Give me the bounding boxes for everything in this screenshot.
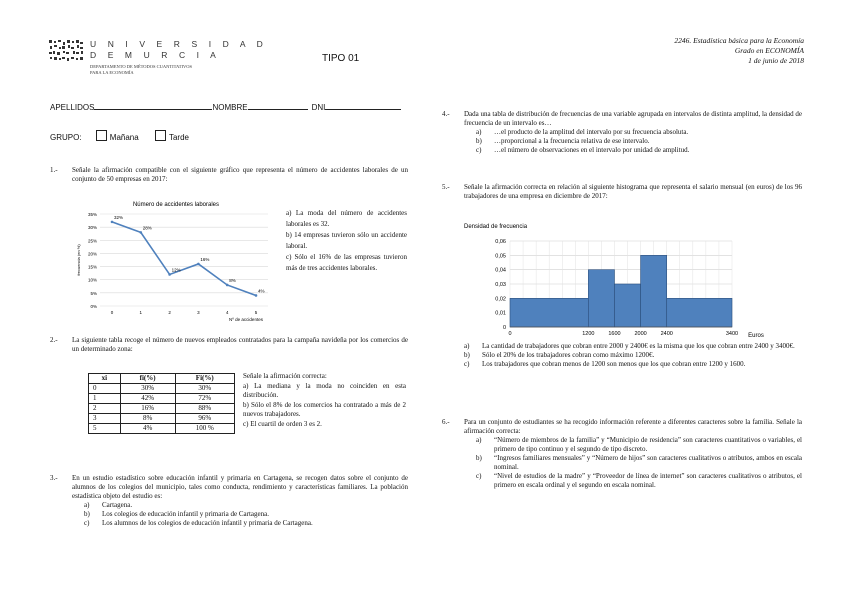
option-b[interactable] — [476, 454, 802, 472]
option-text: “Nivel de estudios de la madre” y “Proveedor de línea de internet” son caracteres cualitativos o atributos, el primero en escala ordinal y el segundo en escala nominal. — [494, 472, 802, 489]
question-text: En un estudio estadístico sobre educación infantil y primaria en Cartagena, se recogen datos sobre el conjunto de alumnos de los colegios del municipio, tales como conducta, rendimiento y características familiares. La población estadística objeto del estudio es: — [72, 474, 408, 500]
x-tick-label: 5 — [254, 310, 258, 315]
x-tick-label: 2000 — [634, 331, 647, 337]
option-a[interactable]: a) La mediana y la moda no coinciden en esta distribución. — [243, 381, 406, 399]
manana-label: Mañana — [109, 133, 139, 142]
data-label: 8% — [229, 277, 236, 283]
option-a[interactable] — [476, 436, 802, 454]
option-letter: b) — [84, 510, 90, 518]
student-form — [50, 103, 401, 112]
question-number: 4.- — [442, 110, 450, 118]
y-tick-label: 0% — [90, 304, 97, 309]
option-a[interactable] — [464, 342, 802, 351]
option-b[interactable]: b) Sólo el 8% de los comercios ha contratado a más de 2 nuevos trabajadores. — [243, 400, 406, 418]
table-cell: 2 — [89, 404, 121, 414]
option-letter: b) — [464, 351, 470, 359]
question-2 — [50, 336, 408, 354]
y-tick-label: 35% — [87, 212, 97, 217]
table-row — [89, 394, 235, 404]
data-point — [111, 221, 114, 224]
tarde-label: Tarde — [168, 133, 189, 142]
question-text: Señale la afirmación compatible con el siguiente gráfico que representa el número de accidentes laborales de un conjunto de 50 empresas en 2017: — [72, 166, 408, 183]
y-tick-label: 5% — [90, 290, 97, 296]
data-label: 4% — [258, 288, 265, 294]
question-text: La siguiente tabla recoge el número de nuevos empleados contratados para la campaña navideña por los comercios de un determinado zona: — [72, 336, 408, 353]
x-tick-label: 1 — [139, 310, 143, 315]
option-letter: a) — [84, 501, 90, 509]
y-tick-label: 25% — [87, 238, 97, 244]
data-point — [255, 294, 258, 297]
question-5-options — [464, 342, 802, 369]
option-c[interactable] — [464, 360, 802, 369]
group-select — [50, 130, 189, 142]
university-name: U N I V E R S I D A D D E M U R C I A — [90, 39, 268, 60]
table-row — [89, 424, 235, 434]
y-tick-label: 0,04 — [495, 267, 506, 274]
y-tick-label: 30% — [87, 225, 97, 231]
dni-label: DNI — [311, 103, 326, 112]
table-cell: 96% — [175, 414, 235, 424]
data-point — [197, 263, 200, 266]
dni-field[interactable] — [325, 109, 401, 110]
department-name: DEPARTAMENTO DE MÉTODOS CUANTITATIVOS PARA LA ECONOMÍA — [90, 64, 193, 75]
apellidos-label: APELLIDOS — [50, 103, 95, 112]
nombre-label: NOMBRE — [212, 103, 248, 112]
y-tick-label: 10% — [87, 277, 97, 283]
option-text: …el producto de la amplitud del intervalo por su frecuencia absoluta. — [494, 128, 689, 136]
data-label: 16% — [200, 256, 210, 262]
x-tick-label: 1600 — [608, 331, 621, 337]
x-tick-label: 3400 — [725, 331, 739, 337]
table-cell: 0 — [89, 384, 121, 394]
question-number: 1.- — [50, 166, 58, 174]
option-text: Los colegios de educación infantil y primaria de Cartagena. — [102, 510, 269, 518]
option-letter: a) — [464, 342, 470, 350]
question-prompt: Señale la afirmación correcta: — [243, 372, 327, 380]
option-text: La cantidad de trabajadores que cobran entre 2000 y 2400€ es la misma que los que cobran entre 2400 y 3400€. — [482, 342, 795, 350]
manana-checkbox[interactable] — [96, 130, 107, 141]
x-axis-label: Euros — [748, 333, 764, 337]
histogram-bar — [614, 284, 640, 327]
option-a[interactable] — [476, 128, 802, 137]
histogram-bar — [667, 298, 732, 327]
option-letter: c) — [476, 472, 482, 480]
y-tick-label: 0,06 — [495, 239, 506, 245]
course-info — [674, 36, 804, 66]
table-cell: 16% — [120, 404, 175, 414]
option-c[interactable] — [476, 472, 802, 490]
option-letter: c) — [84, 519, 90, 527]
option-letter: c) — [464, 360, 470, 368]
x-tick-label: 1200 — [582, 331, 595, 337]
option-c[interactable]: c) El cuartil de orden 3 es 2. — [243, 419, 322, 428]
table-cell: 8% — [120, 414, 175, 424]
data-label: 28% — [142, 225, 152, 231]
table-cell: 42% — [120, 394, 175, 404]
x-axis-label: Nº de accidentes — [229, 317, 263, 322]
question-3-options — [84, 501, 408, 528]
table-cell: 72% — [175, 394, 235, 404]
x-tick-label: 0 — [508, 331, 512, 337]
y-tick-label: 20% — [87, 251, 97, 257]
tarde-checkbox[interactable] — [155, 130, 166, 141]
question-text: Dada una tabla de distribución de frecuencias de una variable agrupada en intervalos de distinta amplitud, la densidad de frecuencia de un intervalo es… — [464, 110, 803, 127]
option-b[interactable] — [464, 351, 802, 360]
y-tick-label: 0,03 — [495, 282, 506, 288]
table-cell: 1 — [89, 394, 121, 404]
option-text: Sólo el 20% de los trabajadores cobran como máximo 1200€. — [482, 351, 655, 359]
question-5 — [442, 183, 802, 201]
option-letter: b) — [476, 454, 482, 462]
question-text: Señale la afirmación correcta en relación al siguiente histograma que representa el salario mensual (en euros) de los 96 trabajadores de una empresa en diciembre de 2017: — [464, 183, 802, 200]
question-number: 2.- — [50, 336, 58, 344]
question-6 — [442, 418, 802, 490]
table-row — [89, 404, 235, 414]
table-cell: 30% — [120, 384, 175, 394]
question-number: 5.- — [442, 183, 450, 191]
option-a[interactable] — [84, 501, 408, 510]
question-5-options-wrap — [464, 342, 802, 369]
question-number: 6.- — [442, 418, 450, 426]
histogram-bar — [588, 270, 614, 327]
table-cell: 30% — [175, 384, 235, 394]
data-point — [168, 273, 171, 276]
data-label: 12% — [171, 267, 181, 273]
question-6-options — [476, 436, 802, 490]
data-label: 32% — [114, 214, 124, 220]
data-point — [226, 284, 229, 287]
option-text: Los trabajadores que cobran menos de 1200 son menos que los que cobran entre 1200 y 1600. — [482, 360, 746, 368]
option-c[interactable] — [84, 519, 408, 528]
histogram-bar — [510, 298, 588, 327]
grupo-label: GRUPO: — [50, 133, 82, 142]
x-tick-label: 0 — [110, 310, 114, 315]
table-header: Fi(%) — [175, 374, 235, 384]
option-c[interactable] — [476, 146, 802, 155]
accidents-line-chart — [76, 196, 276, 328]
option-a[interactable]: a) La moda del número de accidentes laborales es 32. — [286, 209, 407, 228]
histogram-bar — [641, 255, 667, 327]
nombre-field[interactable] — [248, 109, 308, 110]
option-text: “Número de miembros de la familia” y “Municipio de residencia” son caracteres cuantitativos o variables, el primero de tipo continuo y el segundo de tipo discreto. — [494, 436, 802, 453]
option-text: Cartagena. — [102, 501, 133, 509]
option-letter: a) — [476, 436, 482, 444]
y-tick-label: 0,05 — [495, 253, 506, 260]
series-line — [112, 222, 256, 296]
question-4 — [442, 110, 802, 155]
salary-histogram — [462, 219, 770, 337]
table-cell: 3 — [89, 414, 121, 424]
table-cell: 88% — [175, 404, 235, 414]
question-1-options — [286, 208, 407, 274]
table-header: fi(%) — [120, 374, 175, 384]
y-axis-label: frecuencia (en %) — [76, 244, 81, 276]
option-letter: c) — [476, 146, 482, 154]
y-tick-label: 0,02 — [495, 296, 506, 303]
x-tick-label: 2400 — [660, 331, 673, 337]
option-text: Los alumnos de los colegios de educación infantil y primaria de Cartagena. — [102, 519, 313, 527]
table-cell: 5 — [89, 424, 121, 434]
chart-title: Número de accidentes laborales — [132, 202, 220, 208]
data-point — [140, 231, 143, 234]
y-tick-label: 15% — [87, 264, 97, 270]
question-number: 3.- — [50, 474, 58, 482]
degree-name: Grado en ECONOMÍA — [734, 46, 804, 55]
question-4-options — [476, 128, 802, 155]
x-tick-label: 3 — [197, 310, 200, 315]
option-text: …el número de observaciones en el intervalo por unidad de amplitud. — [494, 146, 690, 154]
frequency-table — [88, 373, 235, 434]
table-row — [89, 384, 235, 394]
table-cell: 100 % — [175, 424, 235, 434]
y-tick-label: 0 — [502, 325, 506, 331]
option-text: “Ingresos familiares mensuales” y “Número de hijos” son caracteres cualitativos o atributos, ambos en escala nominal. — [494, 454, 802, 471]
option-b[interactable] — [476, 137, 802, 146]
option-letter: b) — [476, 137, 482, 145]
table-row — [89, 414, 235, 424]
x-tick-label: 4 — [225, 310, 229, 315]
table-header: xi — [89, 374, 121, 384]
apellidos-field[interactable] — [94, 109, 212, 110]
option-b[interactable] — [84, 510, 408, 519]
university-seal — [48, 39, 84, 63]
exam-type: TIPO 01 — [322, 53, 360, 64]
option-text: …proporcional a la frecuencia relativa de ese intervalo. — [494, 137, 650, 145]
y-tick-label: 0,01 — [495, 310, 506, 317]
question-text: Para un conjunto de estudiantes se ha recogido información referente a diferentes caracteres sobre la familia. Señale la afirmación correcta: — [464, 418, 802, 435]
option-b[interactable]: b) 14 empresas tuvieron sólo un accidente laboral. — [286, 231, 407, 250]
x-tick-label: 2 — [168, 310, 171, 315]
y-axis-label: Densidad de frecuencia — [464, 224, 528, 230]
exam-date: 1 de junio de 2018 — [748, 56, 804, 65]
question-1 — [50, 166, 408, 184]
question-2-options — [243, 372, 406, 429]
option-c[interactable]: c) Sólo el 16% de las empresas tuvieron más de tres accidentes laborales. — [286, 253, 407, 272]
table-cell: 4% — [120, 424, 175, 434]
option-letter: a) — [476, 128, 482, 136]
question-3 — [50, 474, 408, 528]
course-name: 2246. Estadística básica para la Economía — [674, 36, 804, 45]
